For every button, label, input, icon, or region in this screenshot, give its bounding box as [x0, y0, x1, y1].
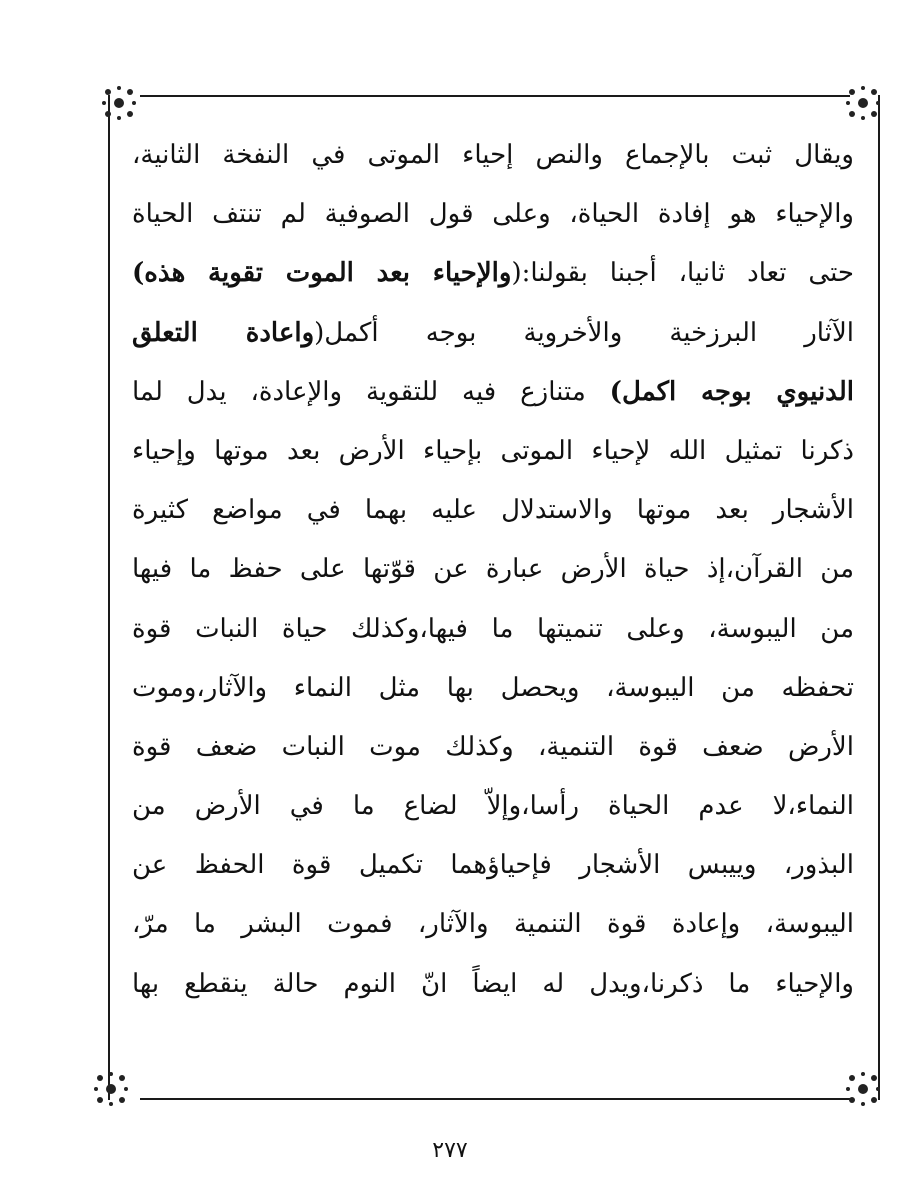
frame-bottom-border — [140, 1098, 850, 1100]
text-line — [132, 540, 854, 599]
text-segment: حتى تعاد ثانيا، أجبنا بقولنا:( — [511, 258, 854, 289]
text-line — [132, 304, 854, 363]
text-segment: النماء،لا عدم الحياة رأسا،وإلاّ لضاع ما في الأرض من — [132, 791, 854, 822]
corner-ornament-icon — [840, 80, 886, 126]
text-segment: الآثار البرزخية والأخروية بوجه أكمل( — [314, 317, 854, 348]
text-line — [132, 185, 854, 244]
text-line — [132, 481, 854, 540]
frame-top-border — [140, 95, 850, 97]
text-line — [132, 600, 854, 659]
bold-text-segment: واعادة التعلق — [132, 317, 315, 348]
text-segment: الأرض ضعف قوة التنمية، وكذلك موت النبات ضعف قوة — [132, 731, 854, 762]
text-segment: تحفظه من اليبوسة، ويحصل بها مثل النماء والآثار،وموت — [132, 672, 854, 703]
corner-ornament-icon — [88, 1066, 134, 1112]
text-segment: البذور، وييبس الأشجار فإحياؤهما تكميل قوة الحفظ عن — [132, 850, 854, 881]
text-segment: اليبوسة، وإعادة قوة التنمية والآثار، فموت البشر ما مرّ، — [132, 909, 854, 940]
text-segment: ذكرنا تمثيل الله لإحياء الموتى بإحياء الأرض بعد موتها وإحياء — [132, 435, 854, 466]
text-segment: ويقال ثبت بالإجماع والنص إحياء الموتى في النفخة الثانية، — [132, 140, 854, 170]
bold-text-segment: والإحياء بعد الموت تقوية هذه) — [132, 258, 512, 289]
corner-ornament-icon — [96, 80, 142, 126]
text-line — [132, 955, 854, 1014]
text-line — [132, 363, 854, 422]
text-line — [132, 836, 854, 895]
text-segment: متنازع فيه للتقوية والإعادة، يدل لما — [132, 376, 610, 407]
text-segment: من القرآن،إذ حياة الأرض عبارة عن قوّتها على حفظ ما فيها — [132, 554, 854, 585]
bold-text-segment: الدنيوي بوجه اكمل) — [609, 376, 854, 407]
page-number: ٢٧٧ — [432, 1138, 468, 1163]
text-segment: من اليبوسة، وعلى تنميتها ما فيها،وكذلك حياة النبات قوة — [132, 613, 854, 644]
text-line — [132, 422, 854, 481]
text-line — [132, 126, 854, 185]
text-segment: الأشجار بعد موتها والاستدلال عليه بهما في مواضع كثيرة — [132, 495, 854, 526]
text-segment: والإحياء ما ذكرنا،ويدل له ايضاً انّ النوم حالة ينقطع بها — [132, 968, 854, 999]
text-line — [132, 659, 854, 718]
text-segment: والإحياء هو إفادة الحياة، وعلى قول الصوفية لم تنتف الحياة — [132, 199, 854, 230]
body-text — [132, 126, 854, 1014]
text-line — [132, 895, 854, 954]
text-line — [132, 718, 854, 777]
text-line — [132, 777, 854, 836]
text-line — [132, 244, 854, 303]
corner-ornament-icon — [840, 1066, 886, 1112]
